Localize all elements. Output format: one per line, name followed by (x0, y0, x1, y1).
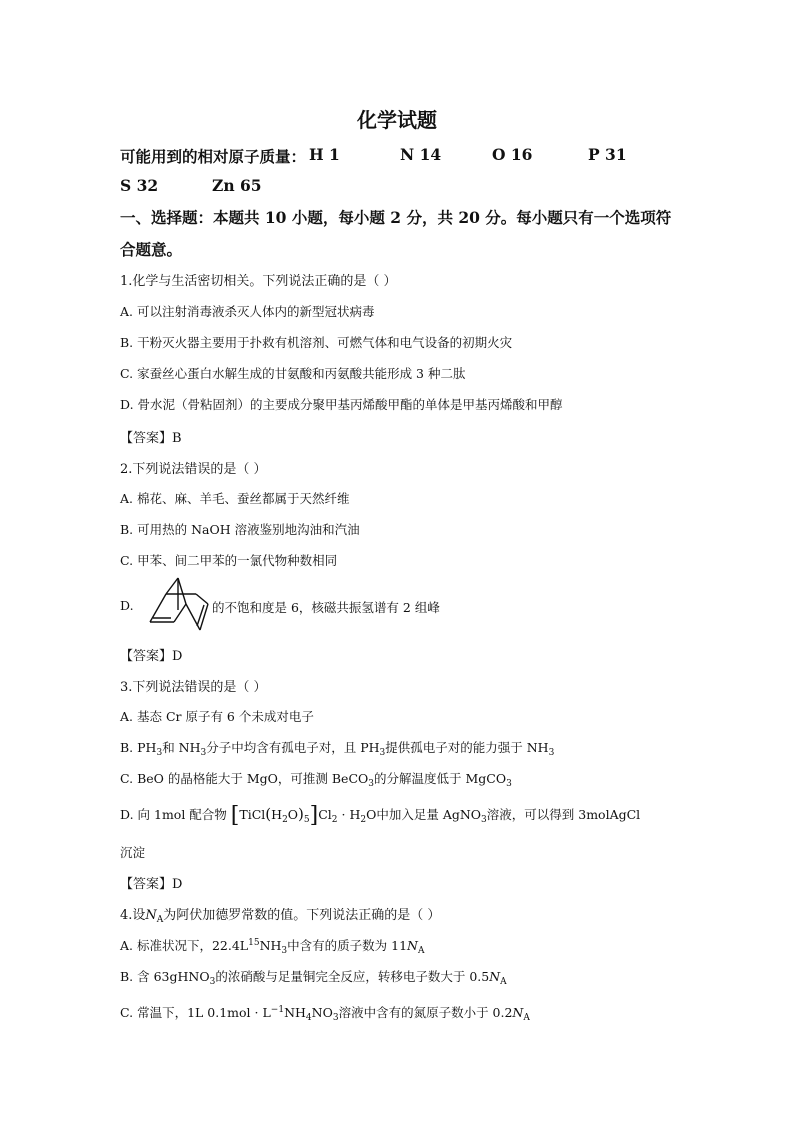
text: C. BeO 的晶格能大于 MgO，可推测 BeCO (120, 771, 369, 786)
answer-value: D (172, 877, 183, 892)
norbornadiene-structure-icon (144, 574, 212, 638)
subscript: 3 (332, 1013, 339, 1023)
text: 中加入足量 AgNO (376, 807, 482, 822)
q3-answer (120, 873, 182, 892)
q2-answer (120, 645, 182, 664)
q1-stem: 1.化学与生活密切相关。下列说法正确的是（ ） (120, 274, 397, 289)
q3-option-c (120, 769, 512, 789)
subscript: A (156, 915, 164, 925)
na-symbol: N (489, 969, 501, 984)
superscript: 15 (248, 938, 260, 948)
subscript: 4 (305, 1013, 312, 1023)
superscript: −1 (270, 1005, 285, 1015)
atomic-mass-p: P 31 (588, 145, 627, 164)
answer-value: D (172, 649, 183, 664)
subscript: 3 (548, 748, 555, 758)
q2-option-a: A. 棉花、麻、羊毛、蚕丝都属于天然纤维 (120, 491, 350, 506)
q2-option-d-text: 的不饱和度是 6，核磁共振氢谱有 2 组峰 (212, 600, 440, 615)
q4-option-b (120, 967, 507, 987)
text: NH (284, 1005, 306, 1020)
atomic-mass-h: H 1 (309, 145, 340, 164)
text: 为阿伏加德罗常数的值。下列说法正确的是（ ） (163, 908, 441, 923)
q3-stem: 3.下列说法错误的是（ ） (120, 680, 267, 695)
text: B. PH (120, 740, 157, 755)
q3-option-a: A. 基态 Cr 原子有 6 个未成对电子 (120, 709, 314, 724)
subscript: A (417, 946, 425, 956)
na-symbol: N (407, 938, 418, 953)
q1-option-d: D. 骨水泥（骨粘固剂）的主要成分聚甲基丙烯酸甲酯的单体是甲基丙烯酸和甲醇 (120, 397, 563, 412)
subscript: 3 (281, 946, 288, 956)
text: 溶液，可以得到 3molAgCl (486, 807, 641, 822)
atomic-mass-zn: Zn 65 (212, 176, 262, 195)
q1-answer (120, 427, 182, 446)
text: 和 NH (162, 740, 201, 755)
q1-option-b: B. 干粉灭火器主要用于扑救有机溶剂、可燃气体和电气设备的初期火灾 (120, 335, 513, 350)
q2-stem: 2.下列说法错误的是（ ） (120, 462, 267, 477)
q4-stem (120, 904, 440, 925)
answer-label: 【答案】 (120, 431, 173, 446)
subscript: 3 (200, 748, 207, 758)
q1-option-c: C. 家蚕丝心蛋白水解生成的甘氨酸和丙氨酸共能形成 3 种二肽 (120, 366, 466, 381)
atomic-mass-s: S 32 (120, 176, 159, 195)
na-symbol: N (512, 1005, 524, 1020)
na-symbol: N (145, 908, 157, 923)
subscript: A (523, 1013, 530, 1023)
answer-value: B (172, 431, 182, 446)
atomic-mass-o: O 16 (492, 145, 533, 164)
text: 分子中均含有孤电子对，且 PH (206, 740, 380, 755)
complex-formula: $[TiCl(H_2O)_5]Cl_2 \cdot H_2O$ (230, 803, 377, 828)
answer-label: 【答案】 (120, 649, 173, 664)
subscript: 3 (156, 748, 163, 758)
text: 4.设 (120, 908, 146, 923)
section-header-line1: 一、选择题：本题共 10 小题，每小题 2 分，共 20 分。每小题只有一个选项符 (120, 208, 672, 227)
text: 的分解温度低于 MgCO (374, 771, 507, 786)
text: 中含有的质子数为 11 (287, 938, 408, 953)
q2-option-d-prefix: D. (120, 598, 134, 613)
q3-option-b (120, 738, 554, 758)
q3-option-d-cont: 沉淀 (120, 845, 146, 860)
text: 提供孤电子对的能力强于 NH (385, 740, 549, 755)
subscript: 3 (481, 815, 487, 825)
subscript: 3 (379, 748, 386, 758)
text: C. 常温下，1L 0.1mol · L (120, 1005, 271, 1020)
q3-option-d (120, 803, 640, 828)
text: A. 标准状况下，22.4L (120, 938, 249, 953)
subscript: A (500, 977, 507, 987)
q2-option-c: C. 甲苯、间二甲苯的一氯代物种数相同 (120, 553, 338, 568)
subscript: 3 (209, 977, 216, 987)
atomic-mass-label: 可能用到的相对原子质量： (120, 147, 307, 166)
answer-label: 【答案】 (120, 877, 173, 892)
page-title: 化学试题 (357, 108, 437, 132)
text: NH (259, 938, 282, 953)
text: 的浓硝酸与足量铜完全反应，转移电子数大于 0.5 (215, 969, 490, 984)
atomic-mass-n: N 14 (400, 145, 442, 164)
q2-option-b: B. 可用热的 NaOH 溶液鉴别地沟油和汽油 (120, 522, 360, 537)
subscript: 3 (506, 779, 512, 789)
subscript: 3 (368, 779, 374, 789)
q4-option-a (120, 936, 424, 956)
q1-option-a: A. 可以注射消毒液杀灭人体内的新型冠状病毒 (120, 304, 375, 319)
text: 溶液中含有的氮原子数小于 0.2 (338, 1005, 513, 1020)
q4-option-c (120, 1003, 530, 1023)
text: D. 向 1mol 配合物 (120, 807, 227, 822)
section-header-line2: 合题意。 (120, 240, 183, 259)
text: B. 含 63gHNO (120, 969, 210, 984)
text: NO (311, 1005, 333, 1020)
